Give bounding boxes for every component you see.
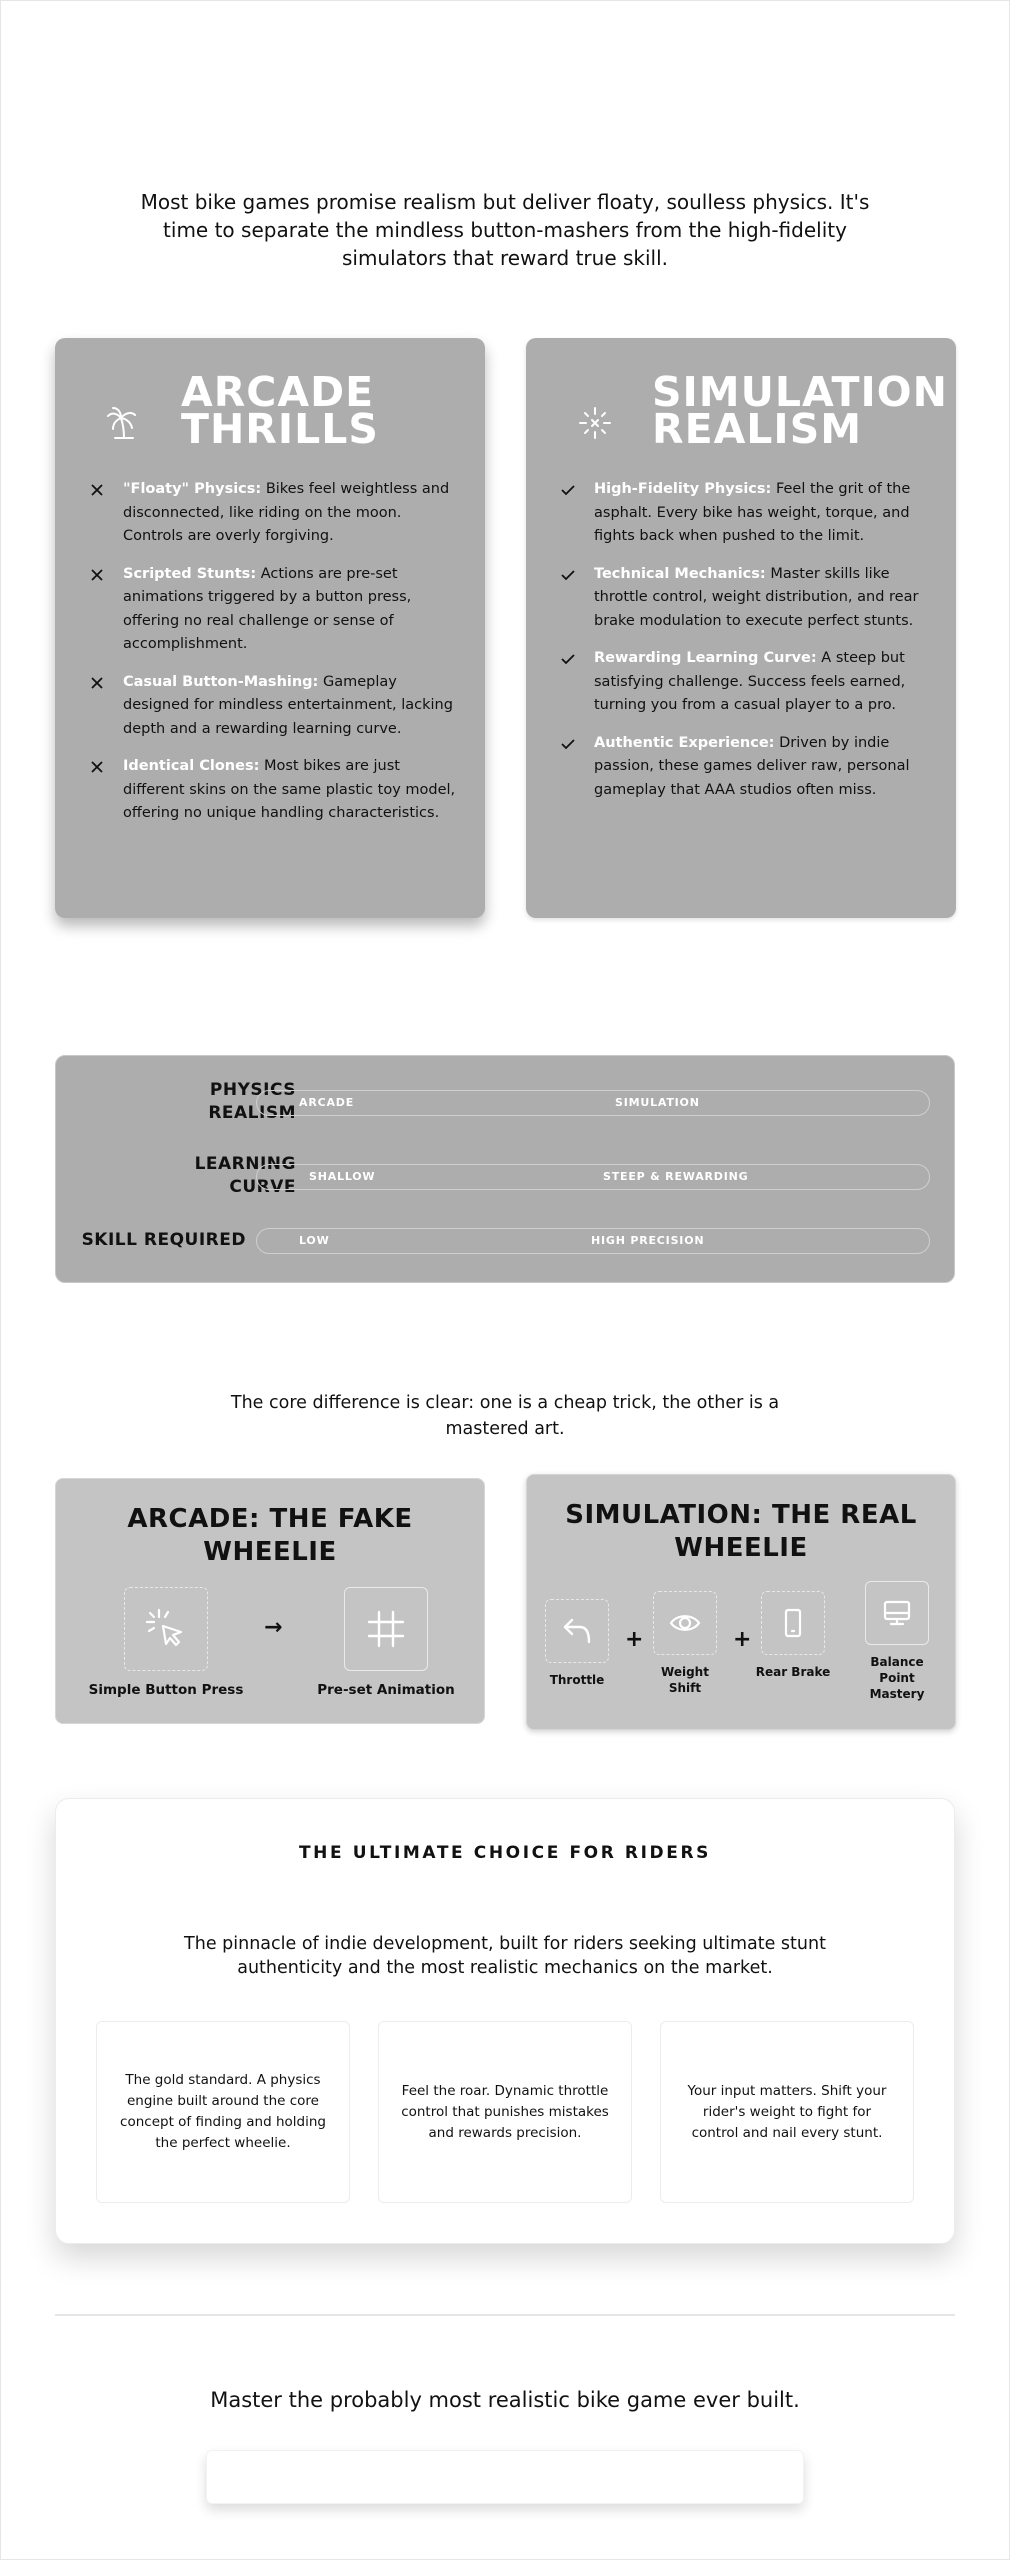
step-caption: Balance Point Mastery xyxy=(869,1655,925,1701)
film-frames-icon xyxy=(363,1606,409,1652)
step-box xyxy=(865,1581,929,1645)
ultimate-choice-card xyxy=(55,1798,955,2244)
feature-card xyxy=(660,2021,914,2203)
choice-description: The pinnacle of indie development, built for riders seeking ultimate stunt authenticity and the most realistic mechanics on the market. xyxy=(184,1934,826,1978)
meter-right-label: STEEP & REWARDING xyxy=(603,1170,749,1183)
real-wheelie-card xyxy=(526,1474,956,1730)
item-text: Bikes feel weightless and disconnected, like riding on the moon. Controls are overly forgiving. xyxy=(123,481,450,544)
item-lead: Authentic Experience: xyxy=(594,734,775,751)
step-button-press xyxy=(86,1587,246,1699)
monitor-icon xyxy=(880,1596,914,1630)
arcade-title-line2: THRILLS xyxy=(181,405,379,453)
meter-left-label: LOW xyxy=(299,1234,330,1247)
intro-text: Most bike games promise realism but deliver floaty, soulless physics. It's time to separate the mindless button-mashers from the high-fidelity simulators that reward true skill. xyxy=(140,190,870,270)
arcade-thrills-card xyxy=(55,338,485,918)
item-text: Driven by indie passion, these games deliver raw, personal gameplay that AAA studios often miss. xyxy=(594,734,910,798)
meter-left-label: SHALLOW xyxy=(309,1170,376,1183)
item-text: Master skills like throttle control, weight distribution, and rear brake modulation to execute perfect stunts. xyxy=(594,565,919,629)
crosshair-sparkle-icon xyxy=(576,404,614,442)
check-mark-icon xyxy=(560,651,576,667)
list-item xyxy=(89,671,457,742)
meter-label: SKILL REQUIRED xyxy=(81,1229,246,1250)
check-mark-icon xyxy=(560,567,576,583)
simulation-list xyxy=(560,478,928,816)
x-mark-icon xyxy=(89,759,105,775)
meter-bar xyxy=(256,1228,930,1254)
x-mark-icon xyxy=(89,675,105,691)
meter-left-label: ARCADE xyxy=(299,1096,355,1109)
fake-wheelie-title: ARCADE: THE FAKE WHEELIE xyxy=(127,1504,413,1567)
step-rear-brake xyxy=(753,1591,833,1680)
simulation-realism-card xyxy=(526,338,956,918)
meter-label: PHYSICS REALISM xyxy=(208,1080,296,1123)
step-box xyxy=(124,1587,208,1671)
item-text: Feel the grit of the asphalt. Every bike has weight, torque, and fights back when pushed to the limit. xyxy=(594,481,911,544)
eye-icon xyxy=(668,1606,702,1640)
step-caption: Rear Brake xyxy=(755,1665,831,1679)
list-item xyxy=(89,563,457,657)
item-lead: "Floaty" Physics: xyxy=(123,481,262,497)
step-preset-animation xyxy=(306,1587,466,1699)
meter-label: LEARNING CURVE xyxy=(194,1154,296,1197)
item-lead: Casual Button-Mashing: xyxy=(123,673,319,690)
meter-bar xyxy=(256,1164,930,1190)
feature-text: The gold standard. A physics engine built around the core concept of finding and holding the perfect wheelie. xyxy=(120,2072,326,2151)
step-weight-shift xyxy=(645,1591,725,1696)
feature-card xyxy=(378,2021,632,2203)
step-caption: Throttle xyxy=(549,1673,605,1687)
plus-icon: + xyxy=(625,1627,644,1652)
item-text: Gameplay designed for mindless entertainment, lacking depth and a rewarding learning curve. xyxy=(123,673,453,737)
phone-device-icon xyxy=(776,1606,810,1640)
feature-text: Feel the roar. Dynamic throttle control that punishes mistakes and rewards precision. xyxy=(401,2082,609,2141)
simulation-card-title xyxy=(652,368,948,453)
arcade-title-line1: ARCADE xyxy=(181,368,375,416)
meter-right-label: SIMULATION xyxy=(615,1096,700,1109)
arrow-icon: → xyxy=(264,1615,283,1640)
cta-box[interactable] xyxy=(206,2450,804,2504)
arcade-card-header xyxy=(105,370,475,460)
step-box xyxy=(761,1591,825,1655)
simulation-card-header xyxy=(576,370,946,460)
palm-tree-icon xyxy=(105,404,143,442)
feature-text: Your input matters. Shift your rider's weight to fight for control and nail every stunt. xyxy=(687,2082,887,2141)
arcade-list xyxy=(89,478,457,840)
section-divider xyxy=(55,2314,955,2316)
master-tagline: Master the probably most realistic bike game ever built. xyxy=(210,2388,800,2412)
step-box xyxy=(344,1587,428,1671)
feature-card xyxy=(96,2021,350,2203)
arcade-card-title xyxy=(181,368,379,453)
real-wheelie-title: SIMULATION: THE REAL WHEELIE xyxy=(565,1500,917,1563)
item-lead: Scripted Stunts: xyxy=(123,565,257,582)
undo-arrow-icon xyxy=(560,1614,594,1648)
choice-heading: THE ULTIMATE CHOICE FOR RIDERS xyxy=(298,1843,711,1863)
list-item xyxy=(560,647,928,718)
step-caption: Simple Button Press xyxy=(88,1682,244,1698)
x-mark-icon xyxy=(89,482,105,498)
list-item xyxy=(560,732,928,803)
core-difference-text: The core difference is clear: one is a cheap trick, the other is a mastered art. xyxy=(230,1393,780,1439)
step-balance-point xyxy=(857,1581,937,1702)
fake-wheelie-card xyxy=(55,1478,485,1724)
meter-right-label: HIGH PRECISION xyxy=(591,1234,705,1247)
step-box xyxy=(653,1591,717,1655)
meter-row-skill xyxy=(56,1216,954,1264)
step-caption: Pre-set Animation xyxy=(317,1682,455,1698)
step-caption: Weight Shift xyxy=(661,1665,709,1695)
list-item xyxy=(560,478,928,549)
item-lead: Technical Mechanics: xyxy=(594,565,766,582)
step-throttle xyxy=(537,1599,617,1688)
x-mark-icon xyxy=(89,567,105,583)
item-lead: Rewarding Learning Curve: xyxy=(594,650,817,666)
meter-bar xyxy=(256,1090,930,1116)
item-text: Most bikes are just different skins on the same plastic toy model, offering no unique handling characteristics. xyxy=(123,758,456,821)
meter-row-learning xyxy=(56,1152,954,1200)
item-text: A steep but satisfying challenge. Success feels earned, turning you from a casual player to a pro. xyxy=(594,650,906,713)
plus-icon: + xyxy=(733,1627,752,1652)
check-mark-icon xyxy=(560,482,576,498)
item-lead: Identical Clones: xyxy=(123,758,260,774)
step-box xyxy=(545,1599,609,1663)
list-item xyxy=(89,755,457,826)
list-item xyxy=(560,563,928,634)
item-text: Actions are pre-set animations triggered by a button press, offering no real challenge or sense of accomplishment. xyxy=(123,565,412,652)
cursor-click-icon xyxy=(143,1606,189,1652)
check-mark-icon xyxy=(560,736,576,752)
list-item xyxy=(89,478,457,549)
simulation-title-line1: SIMULATION xyxy=(652,368,948,416)
meter-row-physics xyxy=(56,1078,954,1126)
simulation-title-line2: REALISM xyxy=(652,405,863,453)
item-lead: High-Fidelity Physics: xyxy=(594,481,772,497)
comparison-meter xyxy=(55,1055,955,1283)
